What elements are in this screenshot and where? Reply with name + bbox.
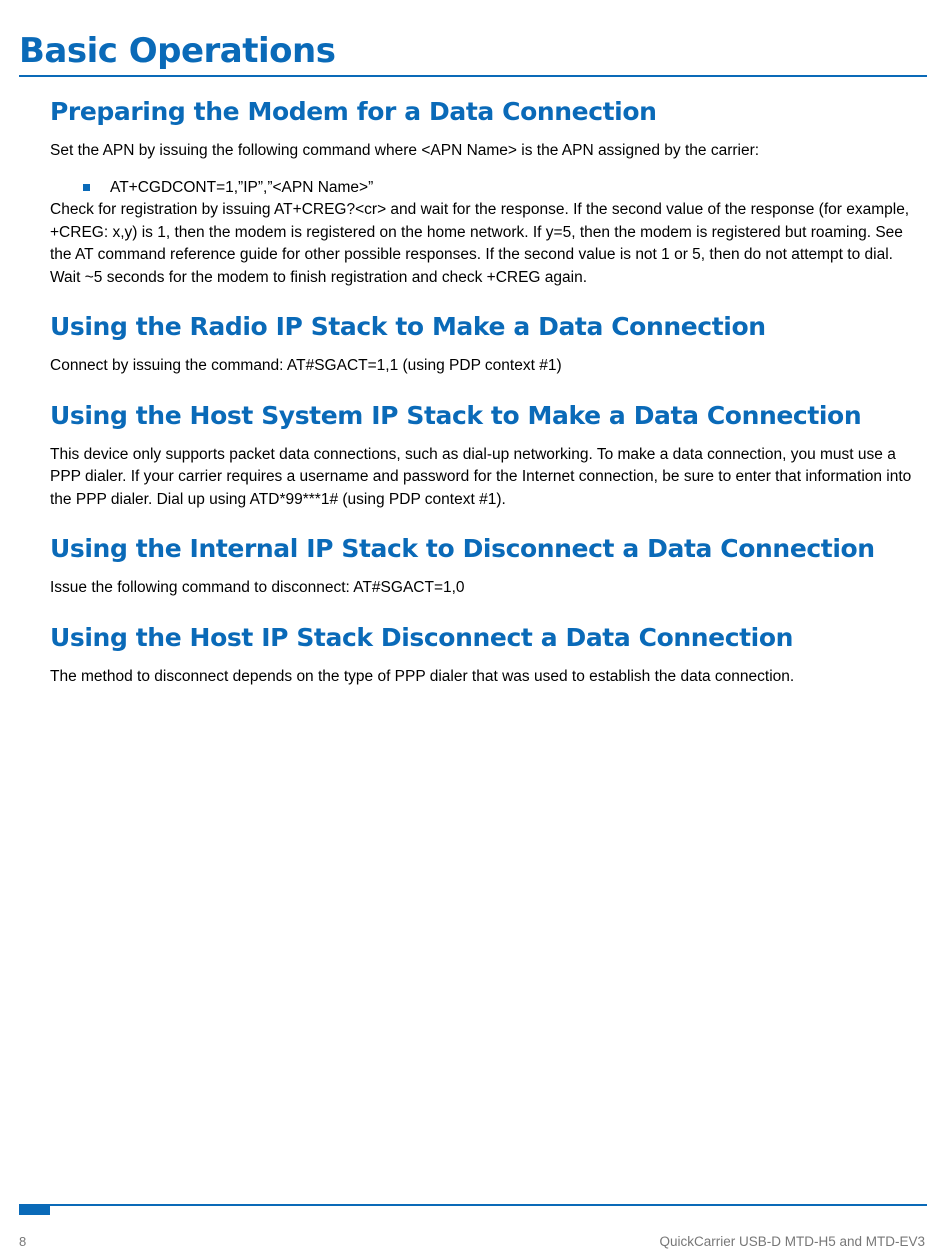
document-name: QuickCarrier USB-D MTD-H5 and MTD-EV3 (659, 1234, 925, 1249)
section-heading: Using the Internal IP Stack to Disconnect a Data Connection (50, 534, 875, 563)
list-item (50, 177, 912, 200)
section-paragraph: Issue the following command to disconnect: AT#SGACT=1,0 (50, 579, 465, 596)
section-host-system-ip-stack (50, 398, 912, 512)
section-radio-ip-stack (50, 309, 912, 378)
section-heading: Preparing the Modem for a Data Connection (50, 97, 657, 126)
footer-accent-block (19, 1206, 50, 1215)
section-paragraph: The method to disconnect depends on the type of PPP dialer that was used to establish the data connection. (50, 667, 795, 685)
section-preparing-modem (50, 94, 912, 289)
section-heading: Using the Radio IP Stack to Make a Data Connection (50, 312, 766, 341)
section-paragraph: Check for registration by issuing AT+CREG?<cr> and wait for the response. If the second value of the response (for example, +CREG: x,y) is 1, then the modem is registered on the home network. If y=5, then the modem is registered but roaming. See the AT command reference guide for other possible responses. If the second value is not 1 or 5, then do not attempt to dial. Wait ~5 seconds for the modem to finish registration and check +CREG again. (50, 201, 910, 286)
footer-divider (19, 1204, 927, 1206)
chapter-title: Basic Operations (19, 31, 336, 71)
section-host-ip-disconnect (50, 620, 912, 689)
section-heading: Using the Host System IP Stack to Make a Data Connection (50, 400, 862, 430)
section-heading: Using the Host IP Stack Disconnect a Data Connection (50, 622, 794, 652)
square-bullet-icon (83, 184, 90, 191)
section-paragraph: This device only supports packet data connections, such as dial-up networking. To make a data connection, you must use a PPP dialer. If your carrier requires a username and password for the Internet connection, be sure to enter that information into the PPP dialer. Dial up using ATD*99***1# (using PDP context #1). (50, 445, 912, 508)
list-item-text: AT+CGDCONT=1,”IP”,”<APN Name>” (110, 178, 374, 196)
chapter-divider (19, 75, 927, 77)
section-paragraph: Set the APN by issuing the following command where <APN Name> is the APN assigned by the carrier: (50, 142, 760, 159)
page-number: 8 (19, 1234, 27, 1249)
section-internal-ip-disconnect (50, 531, 912, 600)
section-paragraph: Connect by issuing the command: AT#SGACT=1,1 (using PDP context #1) (50, 357, 562, 374)
page-content (50, 94, 912, 688)
